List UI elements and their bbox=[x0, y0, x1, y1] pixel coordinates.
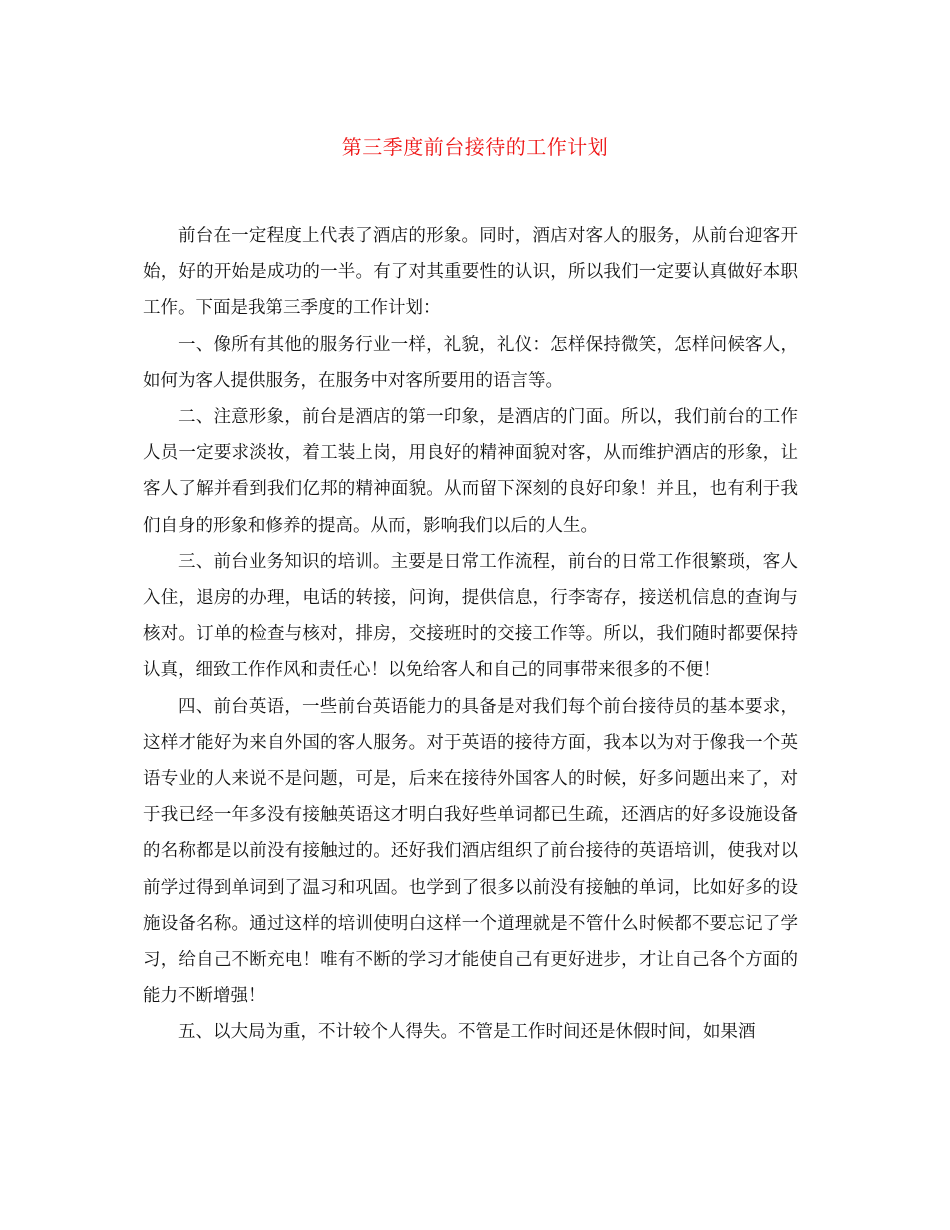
document-body bbox=[143, 218, 798, 1051]
paragraph-item-5: 五、以大局为重，不计较个人得失。不管是工作时间还是休假时间，如果酒 bbox=[178, 1022, 756, 1043]
paragraph-item-2: 二、注意形象，前台是酒店的第一印象，是酒店的门面。所以，我们前台的工作人员一定要求淡妆，着工装上岗，用良好的精神面貌对客，从而维护酒店的形象，让客人了解并看到我们亿邦的精神面貌。从而留下深刻的良好印象！并且，也有利于我们自身的形象和修养的提高。从而，影响我们以后的人生。 bbox=[143, 407, 798, 536]
paragraph-intro: 前台在一定程度上代表了酒店的形象。同时，酒店对客人的服务，从前台迎客开始，好的开始是成功的一半。有了对其重要性的认识，所以我们一定要认真做好本职工作。下面是我第三季度的工作计划： bbox=[143, 226, 798, 319]
paragraph-item-1: 一、像所有其他的服务行业一样，礼貌，礼仪：怎样保持微笑，怎样问候客人，如何为客人提供服务，在服务中对客所要用的语言等。 bbox=[143, 334, 798, 391]
document-title: 第三季度前台接待的工作计划 bbox=[341, 135, 609, 159]
paragraph-item-4: 四、前台英语，一些前台英语能力的具备是对我们每个前台接待员的基本要求，这样才能好为来自外国的客人服务。对于英语的接待方面，我本以为对于像我一个英语专业的人来说不是问题，可是，后来在接待外国客人的时候，好多问题出来了，对于我已经一年多没有接触英语这才明白我好些单词都已生疏，还酒店的好多设施设备的名称都是以前没有接触过的。还好我们酒店组织了前台接待的英语培训，使我对以前学过得到单词到了温习和巩固。也学到了很多以前没有接触的单词，比如好多的设施设备名称。通过这样的培训使明白这样一个道理就是不管什么时候都不要忘记了学习，给自己不断充电！唯有不断的学习才能使自己有更好进步，才让自己各个方面的能力不断增强！ bbox=[143, 696, 798, 1007]
paragraph-item-3: 三、前台业务知识的培训。主要是日常工作流程，前台的日常工作很繁琐，客人入住，退房的办理，电话的转接，问询，提供信息，行李寄存，接送机信息的查询与核对。订单的检查与核对，排房，交接班时的交接工作等。所以，我们随时都要保持认真，细致工作作风和责任心！以免给客人和自己的同事带来很多的不便！ bbox=[143, 551, 798, 681]
